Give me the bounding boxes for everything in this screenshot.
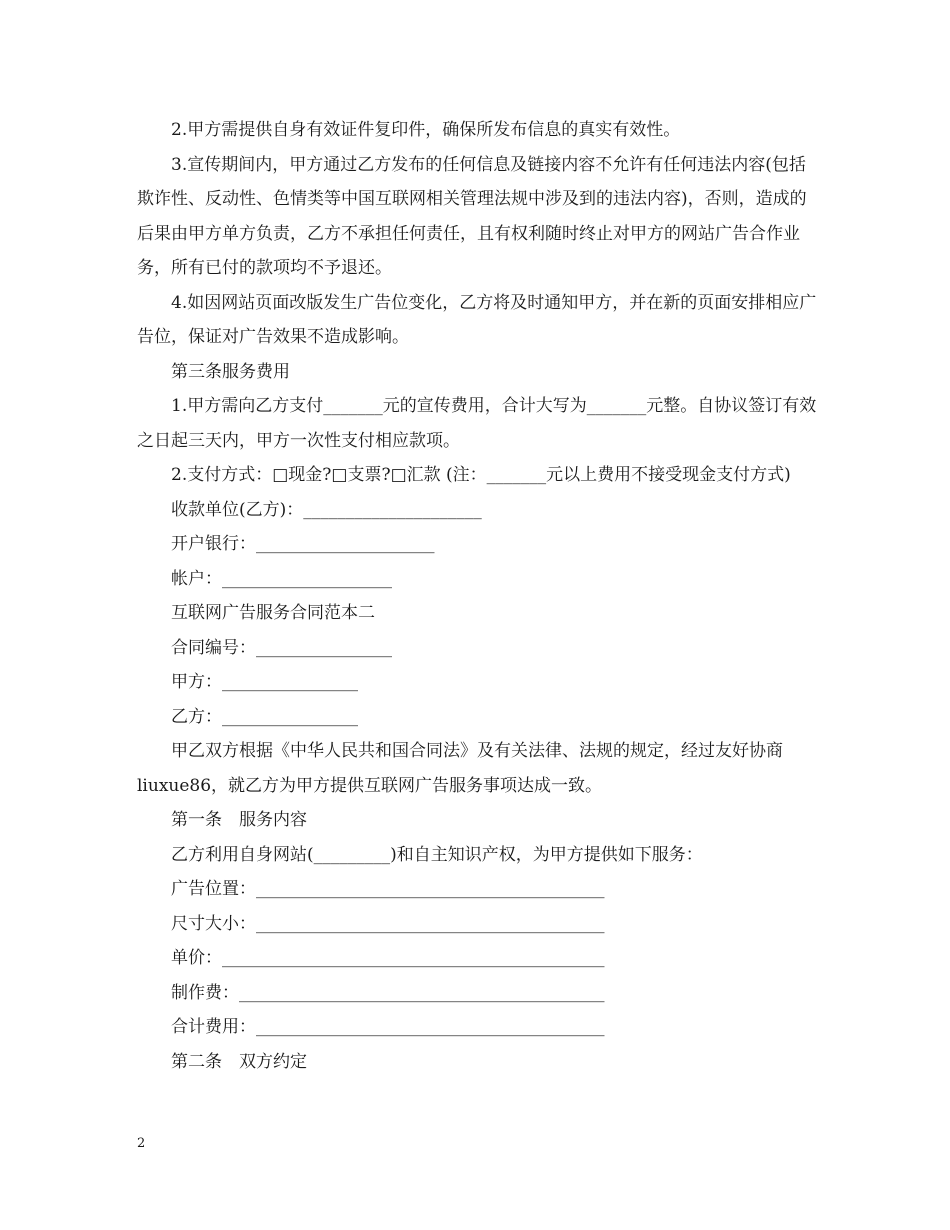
contract-title-sample-two: 互联网广告服务合同范本二 — [171, 603, 375, 623]
section-heading-service-fee: 第三条服务费用 — [171, 361, 290, 382]
field-contract-number: 合同编号：________________ — [171, 637, 392, 658]
page-number: 2 — [137, 1136, 146, 1151]
paragraph-clause-2: 2.甲方需提供自身有效证件复印件，确保所发布信息的真实有效性。 — [171, 120, 681, 140]
field-ad-size: 尺寸大小：_________________________________________ — [171, 913, 605, 934]
field-total-cost: 合计费用：_________________________________________ — [171, 1017, 605, 1037]
section-heading-mutual-agreement: 第二条 双方约定 — [171, 1051, 307, 1072]
paragraph-fee-amount: 1.甲方需向乙方支付_______元的宣传费用，合计大写为_______元整。自协议签订有效之日起三天内，甲方一次性支付相应款项。 — [137, 396, 817, 451]
section-heading-service-content: 第一条 服务内容 — [171, 810, 307, 830]
paragraph-clause-4: 4.如因网站页面改版发生广告位变化，乙方将及时通知甲方，并在新的页面安排相应广告位，保证对广告效果不造成影响。 — [137, 292, 817, 347]
field-account: 帐户：____________________ — [171, 568, 392, 589]
field-ad-position: 广告位置：_________________________________________ — [171, 879, 605, 899]
paragraph-payment-method: 2.支付方式：□现金?□支票?□汇款 (注：_______元以上费用不接受现金支付方式) — [171, 465, 791, 485]
field-party-a: 甲方：________________ — [171, 672, 358, 692]
field-bank: 开户银行：_____________________ — [171, 534, 435, 554]
paragraph-service-intro: 乙方利用自身网站(_________)和自主知识产权，为甲方提供如下服务： — [171, 844, 703, 865]
paragraph-preamble: 甲乙双方根据《中华人民共和国合同法》及有关法律、法规的规定，经过友好协商 liuxue86，就乙方为甲方提供互联网广告服务事项达成一致。 — [137, 741, 789, 796]
document-body — [137, 113, 817, 1079]
field-production-fee: 制作费：___________________________________________ — [171, 982, 605, 1003]
field-unit-price: 单价：_____________________________________________ — [171, 948, 605, 968]
field-party-b: 乙方：________________ — [171, 706, 358, 727]
paragraph-clause-3: 3.宣传期间内，甲方通过乙方发布的任何信息及链接内容不允许有任何违法内容(包括欺诈性、反动性、色情类等中国互联网相关管理法规中涉及到的违法内容)，否则，造成的后果由甲方单方负责，乙方不承担任何责任，且有权利随时终止对甲方的网站广告合作业务，所有已付的款项均不予退还。 — [137, 154, 807, 278]
field-payee: 收款单位(乙方)：_____________________ — [171, 499, 482, 520]
